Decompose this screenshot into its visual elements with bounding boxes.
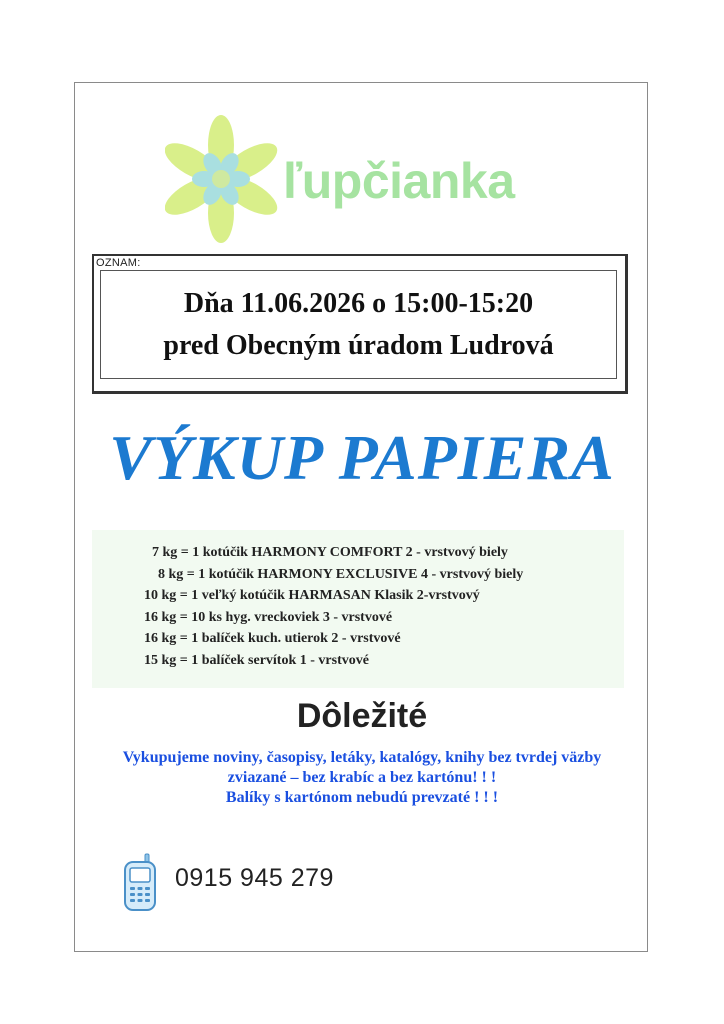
important-line: Balíky s kartónom nebudú prevzaté ! ! ! bbox=[225, 789, 499, 806]
company-logo bbox=[165, 115, 585, 245]
exchange-rates-panel bbox=[92, 530, 624, 688]
rate-item: 16 kg = 10 ks hyg. vreckoviek 3 - vrstvové bbox=[144, 609, 393, 625]
mobile-phone-icon bbox=[120, 852, 160, 912]
logo-wordmark: ľupčianka bbox=[283, 153, 515, 209]
notice-details bbox=[100, 270, 617, 379]
contact-info bbox=[120, 852, 420, 916]
rate-item: 15 kg = 1 balíček servítok 1 - vrstvové bbox=[144, 652, 369, 668]
important-heading: Dôležité bbox=[296, 697, 428, 735]
notice-date-time: Dňa 11.06.2026 o 15:00-15:20 bbox=[183, 287, 534, 319]
important-line: Vykupujeme noviny, časopisy, letáky, katalógy, knihy bez tvrdej väzby bbox=[122, 749, 602, 766]
rate-item: 8 kg = 1 kotúčik HARMONY EXCLUSIVE 4 - vrstvový biely bbox=[158, 566, 524, 582]
notice-label: OZNAM: bbox=[96, 257, 141, 269]
notice-box bbox=[92, 254, 628, 394]
rate-item: 7 kg = 1 kotúčik HARMONY COMFORT 2 - vrstvový biely bbox=[152, 545, 508, 560]
page-title: VÝKUP PAPIERA bbox=[109, 422, 615, 493]
important-text bbox=[0, 748, 724, 808]
rate-item: 16 kg = 1 balíček kuch. utierok 2 - vrstvové bbox=[144, 631, 401, 646]
important-line: zviazané – bez krabíc a bez kartónu! ! ! bbox=[227, 769, 497, 786]
exchange-rates-list bbox=[144, 542, 523, 671]
phone-number: 0915 945 279 bbox=[175, 864, 334, 892]
notice-location: pred Obecným úradom Ludrová bbox=[163, 329, 554, 361]
rate-item: 10 kg = 1 veľký kotúčik HARMASAN Klasik 2-vrstvový bbox=[144, 588, 480, 603]
flower-icon bbox=[165, 115, 295, 245]
